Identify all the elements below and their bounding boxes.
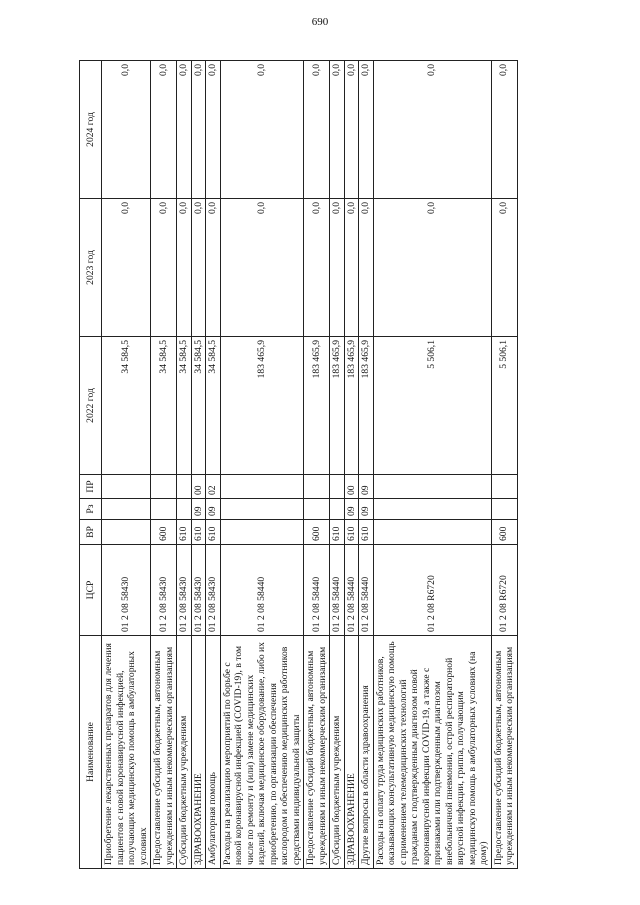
cell-pr: 02 bbox=[206, 475, 221, 499]
cell-name: ЗДРАВООХРАНЕНИЕ bbox=[191, 636, 206, 869]
cell-2022: 183 465,9 bbox=[304, 337, 330, 475]
cell-rz bbox=[151, 499, 177, 520]
header-rz: Рз bbox=[80, 499, 102, 520]
cell-vr bbox=[220, 520, 304, 545]
cell-vr bbox=[102, 520, 151, 545]
cell-pr bbox=[151, 475, 177, 499]
cell-vr: 610 bbox=[206, 520, 221, 545]
header-2023: 2023 год bbox=[80, 199, 102, 337]
cell-pr: 00 bbox=[191, 475, 206, 499]
table-row bbox=[304, 61, 330, 869]
table-row bbox=[359, 61, 374, 869]
cell-2022: 183 465,9 bbox=[344, 337, 359, 475]
cell-pr: 00 bbox=[344, 475, 359, 499]
rotated-table-container bbox=[79, 61, 559, 869]
cell-vr bbox=[373, 520, 491, 545]
cell-vr: 610 bbox=[359, 520, 374, 545]
cell-rz bbox=[330, 499, 345, 520]
cell-2023: 0,0 bbox=[304, 199, 330, 337]
cell-2023: 0,0 bbox=[344, 199, 359, 337]
table-row bbox=[191, 61, 206, 869]
cell-2024: 0,0 bbox=[102, 61, 151, 199]
cell-rz: 09 bbox=[359, 499, 374, 520]
cell-csr: 01 2 08 58440 bbox=[359, 545, 374, 636]
table-row bbox=[344, 61, 359, 869]
cell-rz bbox=[220, 499, 304, 520]
cell-rz bbox=[491, 499, 517, 520]
cell-name: Расходы на реализацию мероприятий по борьбе с новой коронавирусной инфекцией (COVID-19), в том числе по ремонту и (или) замене медицинских изделий, включая медицинское оборудование, либо их приобретению, по организации обеспечения кислородом и обеспечению медицинских работников средствами индивидуальной защиты bbox=[220, 636, 304, 869]
header-2024: 2024 год bbox=[80, 61, 102, 199]
cell-csr: 01 2 08 58440 bbox=[330, 545, 345, 636]
cell-2024: 0,0 bbox=[151, 61, 177, 199]
cell-vr: 600 bbox=[151, 520, 177, 545]
cell-rz bbox=[177, 499, 192, 520]
cell-vr: 610 bbox=[344, 520, 359, 545]
cell-2022: 34 584,5 bbox=[177, 337, 192, 475]
cell-2023: 0,0 bbox=[151, 199, 177, 337]
table-row bbox=[206, 61, 221, 869]
cell-name: Другие вопросы в области здравоохранения bbox=[359, 636, 374, 869]
cell-2023: 0,0 bbox=[373, 199, 491, 337]
cell-pr bbox=[330, 475, 345, 499]
cell-2022: 5 506,1 bbox=[491, 337, 517, 475]
cell-2022: 34 584,5 bbox=[206, 337, 221, 475]
cell-pr bbox=[102, 475, 151, 499]
cell-vr: 610 bbox=[177, 520, 192, 545]
table-row bbox=[102, 61, 151, 869]
cell-2023: 0,0 bbox=[177, 199, 192, 337]
cell-vr: 610 bbox=[191, 520, 206, 545]
cell-2024: 0,0 bbox=[177, 61, 192, 199]
cell-2024: 0,0 bbox=[330, 61, 345, 199]
header-2022: 2022 год bbox=[80, 337, 102, 475]
cell-2023: 0,0 bbox=[102, 199, 151, 337]
cell-pr bbox=[220, 475, 304, 499]
page-number: 690 bbox=[311, 16, 329, 28]
cell-rz: 09 bbox=[344, 499, 359, 520]
cell-csr: 01 2 08 58430 bbox=[177, 545, 192, 636]
table-header bbox=[80, 61, 102, 869]
cell-pr bbox=[177, 475, 192, 499]
cell-csr: 01 2 08 58430 bbox=[191, 545, 206, 636]
table-row bbox=[491, 61, 517, 869]
table-body bbox=[102, 61, 518, 869]
cell-rz bbox=[102, 499, 151, 520]
cell-name: Предоставление субсидий бюджетным, автономным учреждениям и иным некоммерческим организациям bbox=[304, 636, 330, 869]
cell-csr: 01 2 08 58440 bbox=[304, 545, 330, 636]
header-pr: ПР bbox=[80, 475, 102, 499]
cell-2024: 0,0 bbox=[206, 61, 221, 199]
cell-csr: 01 2 08 58430 bbox=[102, 545, 151, 636]
cell-2024: 0,0 bbox=[491, 61, 517, 199]
cell-csr: 01 2 08 58430 bbox=[151, 545, 177, 636]
cell-name: ЗДРАВООХРАНЕНИЕ bbox=[344, 636, 359, 869]
cell-name: Субсидии бюджетным учреждениям bbox=[330, 636, 345, 869]
header-csr: ЦСР bbox=[80, 545, 102, 636]
cell-vr: 600 bbox=[491, 520, 517, 545]
cell-2023: 0,0 bbox=[359, 199, 374, 337]
cell-rz bbox=[373, 499, 491, 520]
cell-pr: 09 bbox=[359, 475, 374, 499]
cell-name: Предоставление субсидий бюджетным, автономным учреждениям и иным некоммерческим организациям bbox=[151, 636, 177, 869]
table-row bbox=[330, 61, 345, 869]
cell-2024: 0,0 bbox=[220, 61, 304, 199]
cell-2022: 5 506,1 bbox=[373, 337, 491, 475]
cell-csr: 01 2 08 R6720 bbox=[373, 545, 491, 636]
table-row bbox=[373, 61, 491, 869]
cell-pr bbox=[304, 475, 330, 499]
cell-rz: 09 bbox=[206, 499, 221, 520]
cell-rz: 09 bbox=[191, 499, 206, 520]
header-name: Наименование bbox=[80, 636, 102, 869]
cell-2024: 0,0 bbox=[344, 61, 359, 199]
cell-2024: 0,0 bbox=[191, 61, 206, 199]
cell-2024: 0,0 bbox=[304, 61, 330, 199]
cell-vr: 610 bbox=[330, 520, 345, 545]
cell-name: Расходы на оплату труда медицинских работников, оказывающих консультативную медицинскую помощь с применением телемедицинских технологий гражданам с подтвержденным диагнозом новой коронавирусной инфекции COVID-19, а также с признаками или подтвержденным диагнозом внебольничной пневмонии, острой респираторной вирусной инфекции, гриппа, получающим медицинскую помощь в амбулаторных условиях (на дому) bbox=[373, 636, 491, 869]
table-header-row bbox=[80, 61, 102, 869]
cell-name: Предоставление субсидий бюджетным, автономным учреждениям и иным некоммерческим организациям bbox=[491, 636, 517, 869]
cell-2023: 0,0 bbox=[330, 199, 345, 337]
budget-table bbox=[79, 60, 518, 869]
cell-2023: 0,0 bbox=[206, 199, 221, 337]
cell-2023: 0,0 bbox=[191, 199, 206, 337]
cell-pr bbox=[491, 475, 517, 499]
cell-2024: 0,0 bbox=[359, 61, 374, 199]
cell-2022: 34 584,5 bbox=[102, 337, 151, 475]
cell-name: Амбулаторная помощь bbox=[206, 636, 221, 869]
cell-csr: 01 2 08 58440 bbox=[220, 545, 304, 636]
cell-name: Приобретение лекарственных препаратов для лечения пациентов с новой коронавирусной инфекцией, получающих медицинскую помощь в амбулаторных условиях bbox=[102, 636, 151, 869]
cell-2022: 183 465,9 bbox=[359, 337, 374, 475]
cell-2022: 34 584,5 bbox=[151, 337, 177, 475]
table-row bbox=[177, 61, 192, 869]
cell-2022: 183 465,9 bbox=[330, 337, 345, 475]
cell-csr: 01 2 08 R6720 bbox=[491, 545, 517, 636]
table-row bbox=[151, 61, 177, 869]
cell-2022: 183 465,9 bbox=[220, 337, 304, 475]
cell-pr bbox=[373, 475, 491, 499]
header-vr: ВР bbox=[80, 520, 102, 545]
cell-name: Субсидии бюджетным учреждениям bbox=[177, 636, 192, 869]
cell-csr: 01 2 08 58440 bbox=[344, 545, 359, 636]
cell-2024: 0,0 bbox=[373, 61, 491, 199]
cell-vr: 600 bbox=[304, 520, 330, 545]
cell-2022: 34 584,5 bbox=[191, 337, 206, 475]
cell-2023: 0,0 bbox=[220, 199, 304, 337]
cell-rz bbox=[304, 499, 330, 520]
cell-csr: 01 2 08 58430 bbox=[206, 545, 221, 636]
cell-2023: 0,0 bbox=[491, 199, 517, 337]
table-row bbox=[220, 61, 304, 869]
